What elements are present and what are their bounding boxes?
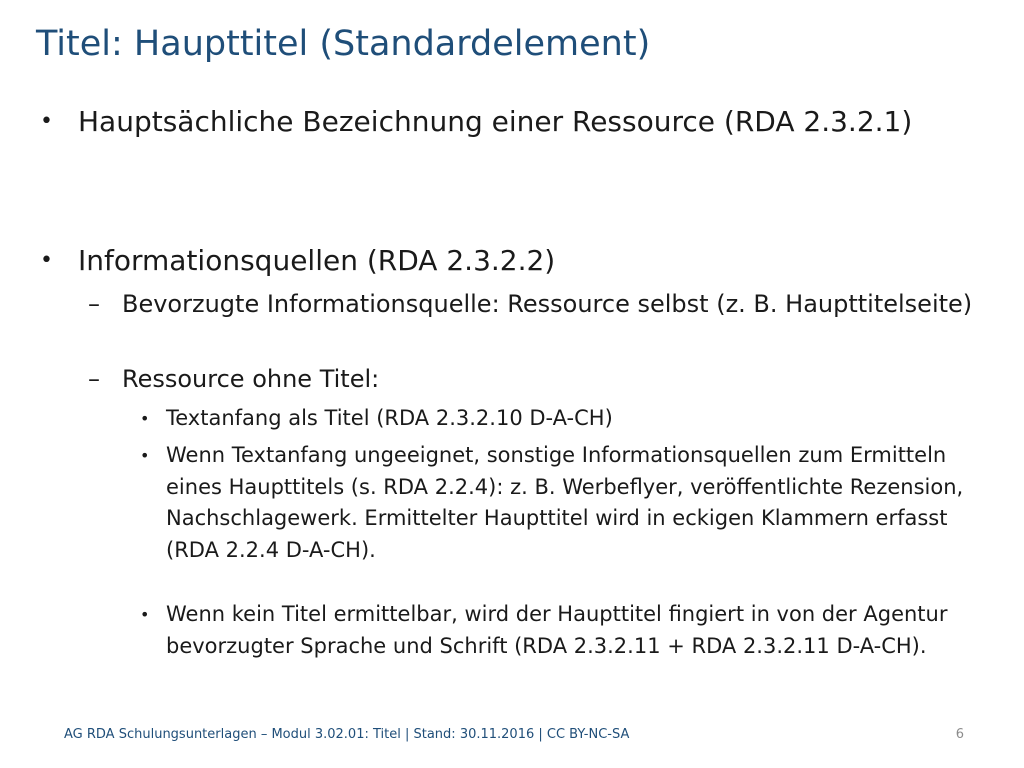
- sub-bullet-resource-without-title: Ressource ohne Titel:: [122, 365, 380, 393]
- bullet-information-sources: Informationsquellen (RDA 2.3.2.2): [78, 244, 556, 277]
- page-number: 6: [955, 727, 964, 742]
- sub-sub-bullet-marker: •: [140, 409, 150, 428]
- sub-sub-bullet-marker: •: [140, 605, 150, 624]
- sub-sub-bullet-marker: •: [140, 446, 150, 465]
- bullet-marker: •: [40, 248, 53, 273]
- bullet-marker: •: [40, 109, 53, 134]
- sub-bullet-marker: –: [88, 290, 100, 318]
- slide-title: Titel: Haupttitel (Standardelement): [36, 24, 651, 64]
- sub-bullet-preferred-source: Bevorzugte Informationsquelle: Ressource selbst (z. B. Haupttitelseite): [122, 290, 973, 318]
- sub-sub-bullet-text-start: Textanfang als Titel (RDA 2.3.2.10 D-A-CH): [166, 406, 613, 430]
- bullet-main-designation: Hauptsächliche Bezeichnung einer Ressource (RDA 2.3.2.1): [78, 105, 913, 138]
- sub-sub-bullet-other-sources: Wenn Textanfang ungeeignet, sonstige Informationsquellen zum Ermitteln eines Haupttitels (s. RDA 2.2.4): z. B. Werbeflyer, veröffentlichte Rezension, Nachschlagewerk. Ermittelter Haupttitel wird in eckigen Klammern erfasst (RDA 2.2.4 D-A-CH).: [166, 443, 964, 562]
- sub-sub-bullet-devised-title: Wenn kein Titel ermittelbar, wird der Haupttitel fingiert in von der Agentur bevorzugter Sprache und Schrift (RDA 2.3.2.11 + RDA 2.3.2.11 D-A-CH).: [166, 602, 948, 658]
- sub-bullet-marker: –: [88, 365, 100, 393]
- footer-text: AG RDA Schulungsunterlagen – Modul 3.02.01: Titel | Stand: 30.11.2016 | CC BY-NC-SA: [64, 727, 630, 742]
